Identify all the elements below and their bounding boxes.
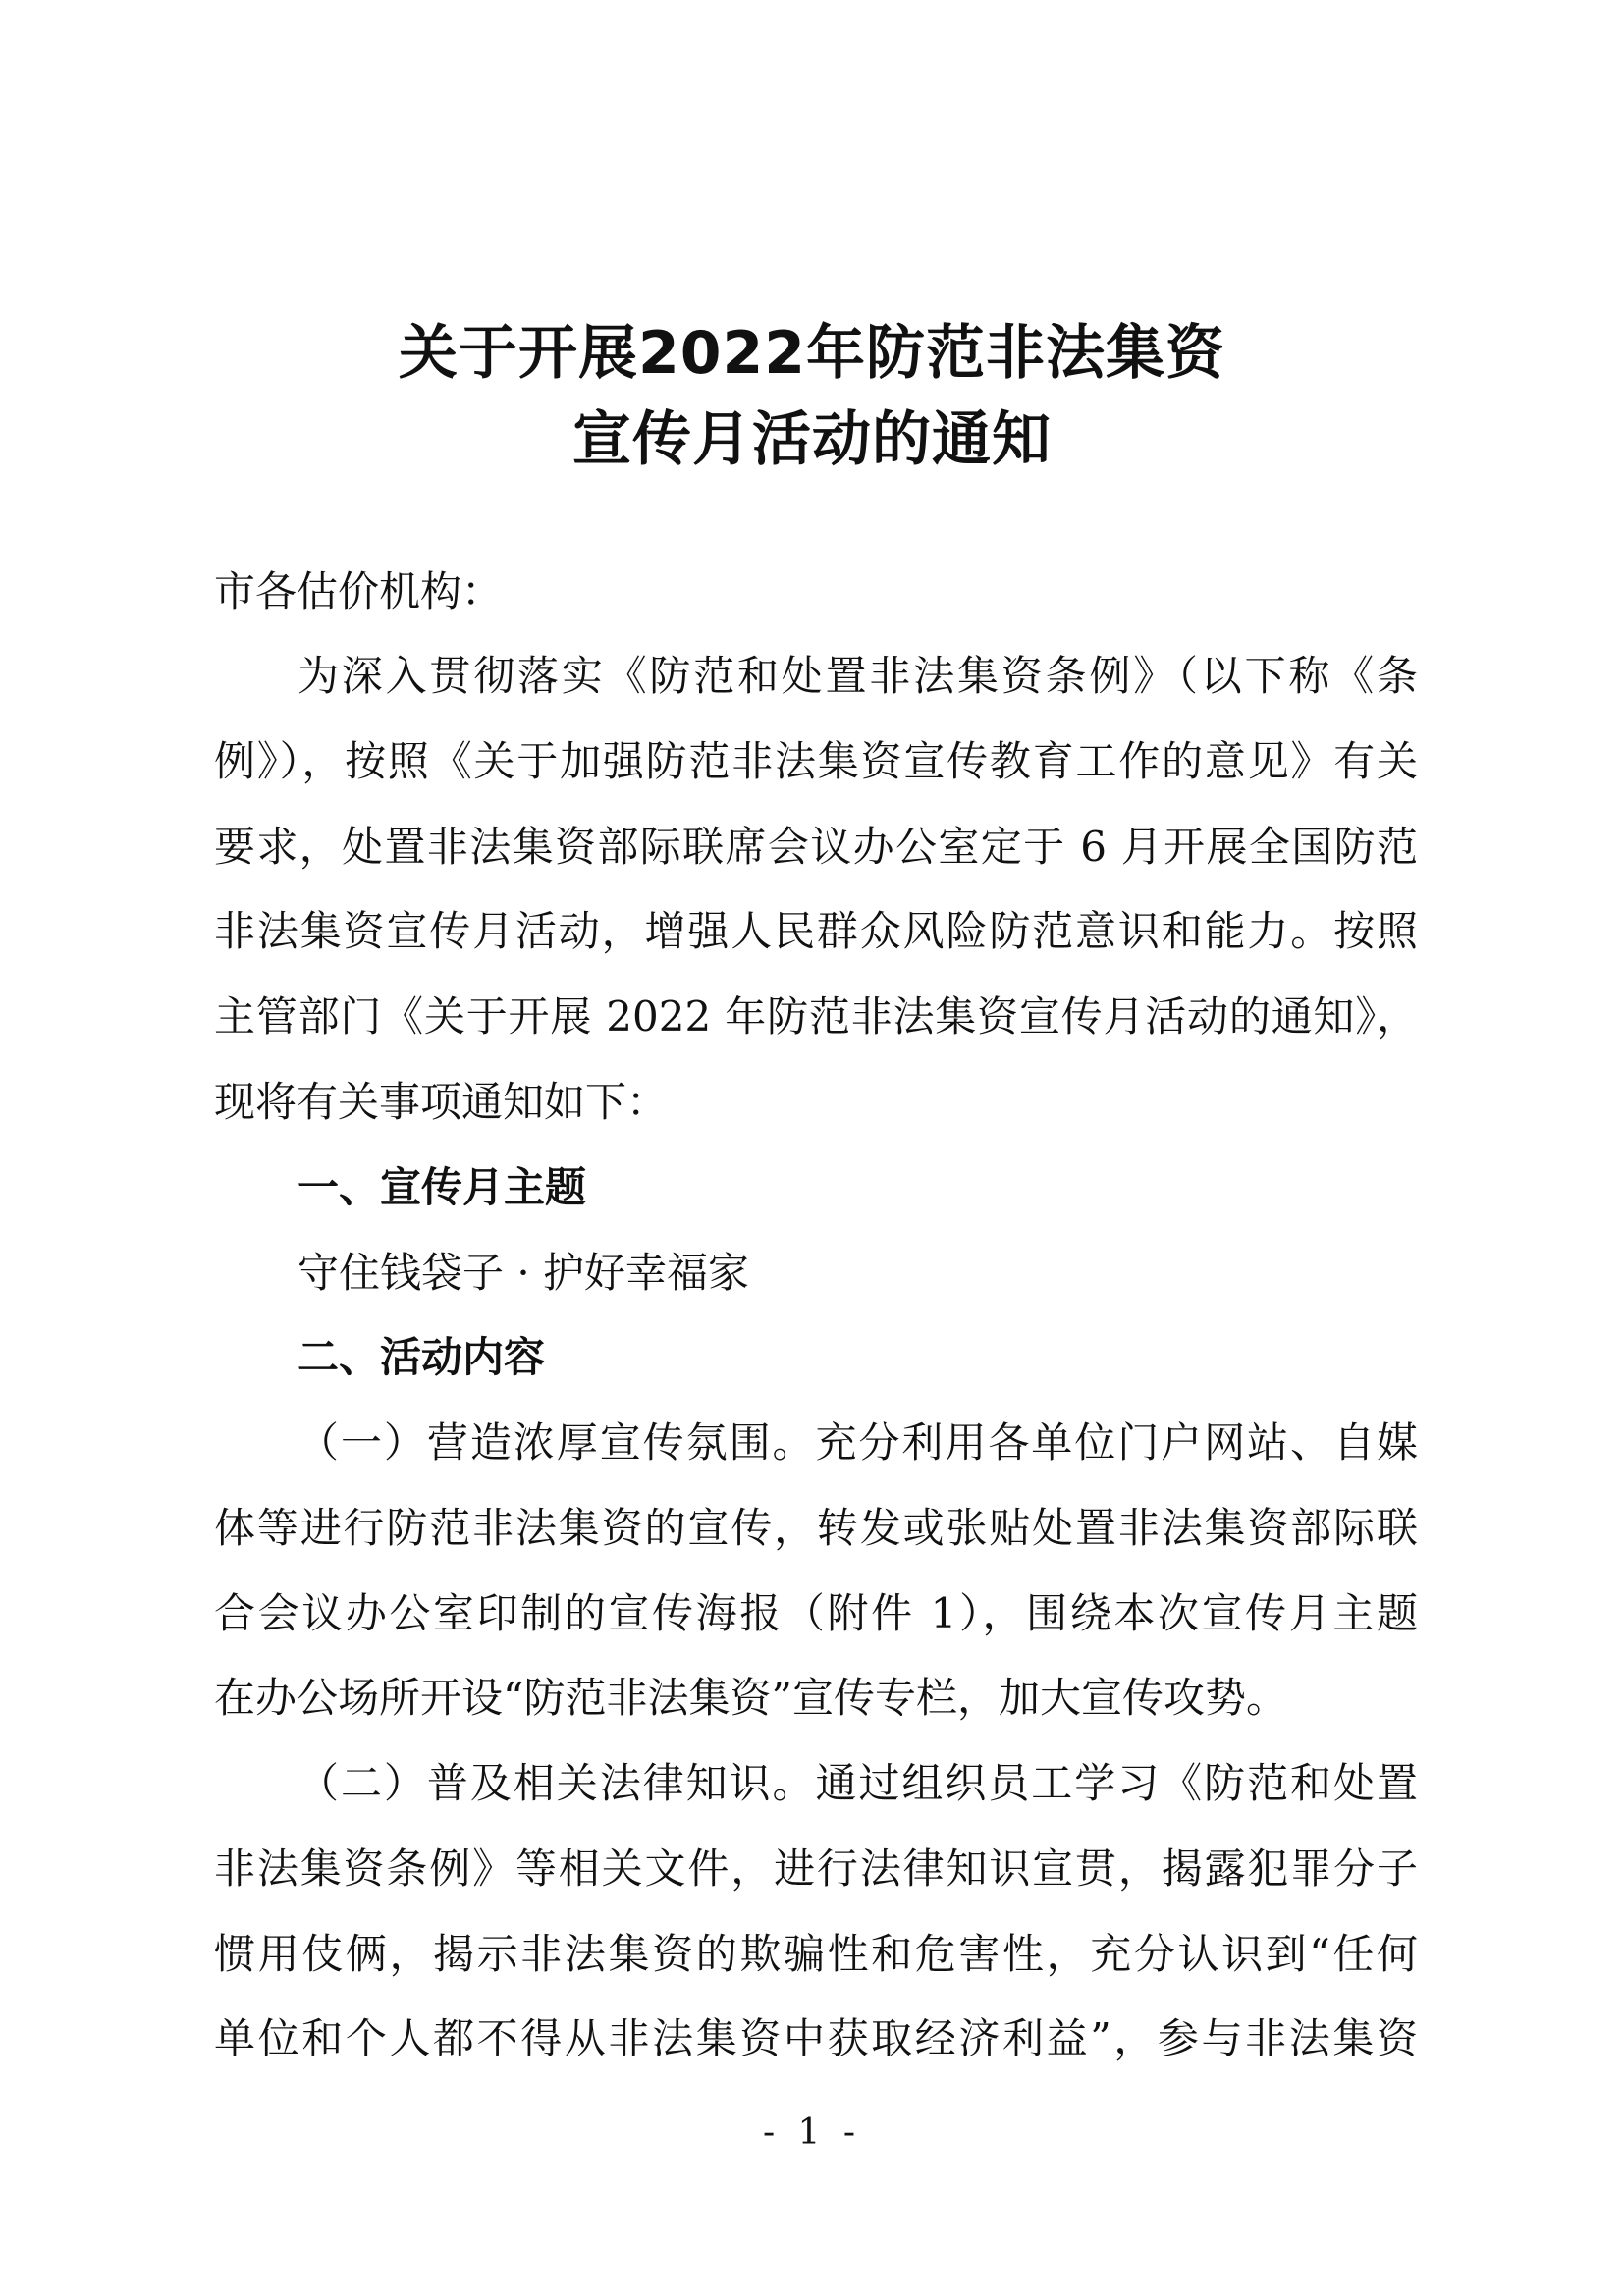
item-1-line: 体等进行防范非法集资的宣传，转发或张贴处置非法集资部际联: [214, 1504, 1418, 1552]
salutation: 市各估价机构：: [214, 567, 504, 615]
section-1-heading: 一、宣传月主题: [298, 1163, 587, 1211]
page-number: - 1 -: [762, 2112, 862, 2153]
intro-line: 现将有关事项通知如下：: [214, 1078, 669, 1126]
item-2-line: 惯用伎俩，揭示非法集资的欺骗性和危害性，充分认识到“任何: [214, 1930, 1418, 1978]
section-1-text: 守住钱袋子 · 护好幸福家: [298, 1249, 750, 1297]
item-1-line: 合会议办公室印制的宣传海报（附件 1），围绕本次宣传月主题: [214, 1589, 1418, 1637]
item-2-line: 非法集资条例》等相关文件，进行法律知识宣贯，揭露犯罪分子: [214, 1844, 1418, 1893]
item-1-first-line: [298, 1418, 1418, 1467]
item-2-line: 单位和个人都不得从非法集资中获取经济利益”，参与非法集资: [214, 2014, 1418, 2062]
item-2-text: 通过组织员工学习《防范和处置: [815, 1759, 1418, 1807]
intro-line: 主管部门《关于开展 2022 年防范非法集资宣传月活动的通知》，: [214, 992, 1418, 1041]
document-title-line-2: 宣传月活动的通知: [572, 405, 1052, 474]
intro-line: 为深入贯彻落实《防范和处置非法集资条例》（以下称《条: [298, 652, 1418, 700]
item-1-heading: （一）营造浓厚宣传氛围。: [298, 1418, 816, 1467]
item-1-text: 充分利用各单位门户网站、自媒: [815, 1418, 1418, 1467]
section-2-heading: 二、活动内容: [298, 1333, 546, 1381]
item-2-heading: （二）普及相关法律知识。: [298, 1759, 816, 1807]
intro-line: 非法集资宣传月活动，增强人民群众风险防范意识和能力。按照: [214, 907, 1418, 955]
item-1-line: 在办公场所开设“防范非法集资”宣传专栏，加大宣传攻势。: [214, 1674, 1287, 1722]
intro-line: 例》），按照《关于加强防范非法集资宣传教育工作的意见》有关: [214, 737, 1418, 785]
document-title-line-1: 关于开展2022年防范非法集资: [399, 319, 1225, 388]
intro-line: 要求，处置非法集资部际联席会议办公室定于 6 月开展全国防范: [214, 823, 1418, 871]
item-2-first-line: [298, 1759, 1418, 1807]
